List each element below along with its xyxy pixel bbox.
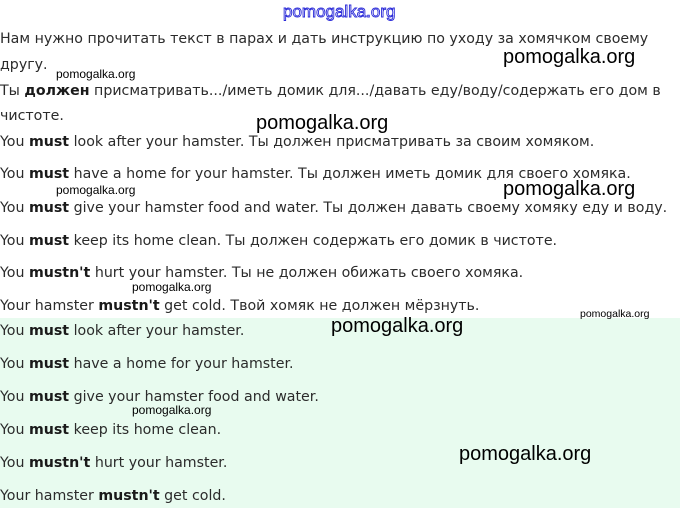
answer-post: keep its home clean. [69,422,222,438]
watermark: pomogalka.org [331,315,464,337]
watermark: pomogalka.org [132,280,212,294]
sentence-pre: You [0,166,29,182]
watermark-top: pomogalka.org [283,2,396,21]
answer-post: give your hamster food and water. [69,389,319,405]
sentence-pre: You [0,134,29,150]
sentence-4 [0,232,557,250]
answer-modal: mustn't [28,455,91,471]
answer-pre: You [0,389,29,405]
instruction-line-2: другу. [0,57,48,73]
hint-post: присматривать.../иметь домик для.../давать еду/воду/содержать его дом в [89,83,661,99]
answer-4 [0,421,221,439]
answer-pre: You [0,455,29,471]
sentence-3 [0,199,667,217]
sentence-6 [0,297,479,315]
answer-pre: You [0,323,29,339]
answer-modal: mustn't [98,488,160,504]
sentence-1 [0,133,594,151]
sentence-modal: mustn't [98,298,160,314]
instruction-line-1: Нам нужно прочитать текст в парах и дать инструкцию по уходу за хомячком своему [0,31,649,47]
sentence-post: look after your hamster. Ты должен присматривать за своим хомяком. [69,134,595,150]
answer-pre: You [0,422,29,438]
answer-1 [0,322,244,340]
sentence-pre: Your hamster [0,298,99,314]
sentence-modal: must [28,233,70,249]
answer-2 [0,355,294,373]
sentence-modal: must [28,166,70,182]
answers-panel [0,318,680,508]
sentence-post: keep its home clean. Ты должен содержать его домик в чистоте. [69,233,558,249]
sentence-post: get cold. Твой хомяк не должен мёрзнуть. [159,298,480,314]
sentence-pre: You [0,233,29,249]
answer-post: look after your hamster. [69,323,245,339]
sentence-pre: You [0,265,29,281]
sentence-post: give your hamster food and water. Ты должен давать своему хомяку еду и воду. [69,200,668,216]
sentence-5 [0,264,523,282]
watermark: pomogalka.org [459,443,592,465]
answer-pre: You [0,356,29,372]
answer-modal: must [28,389,70,405]
watermark: pomogalka.org [503,46,636,68]
answer-modal: must [28,323,70,339]
answer-post: have a home for your hamster. [69,356,294,372]
hint-bold: должен [24,83,90,99]
hint-line-2: чистоте. [0,108,64,124]
watermark: pomogalka.org [56,183,136,197]
sentence-modal: must [28,200,70,216]
watermark: pomogalka.org [580,308,650,320]
hint-line-1 [0,82,661,100]
answer-5 [0,454,227,472]
answer-post: get cold. [159,488,226,504]
answer-modal: must [28,422,70,438]
answer-post: hurt your hamster. [90,455,228,471]
watermark: pomogalka.org [56,67,136,81]
sentence-post: have a home for your hamster. Ты должен иметь домик для своего хомяка. [69,166,631,182]
sentence-modal: mustn't [28,265,91,281]
sentence-modal: must [28,134,70,150]
answer-modal: must [28,356,70,372]
sentence-post: hurt your hamster. Ты не должен обижать своего хомяка. [90,265,524,281]
watermark: pomogalka.org [132,403,212,417]
watermark: pomogalka.org [503,178,636,200]
sentence-pre: You [0,200,29,216]
answer-6 [0,487,226,505]
hint-pre: Ты [0,83,25,99]
watermark: pomogalka.org [256,112,389,134]
answer-pre: Your hamster [0,488,99,504]
